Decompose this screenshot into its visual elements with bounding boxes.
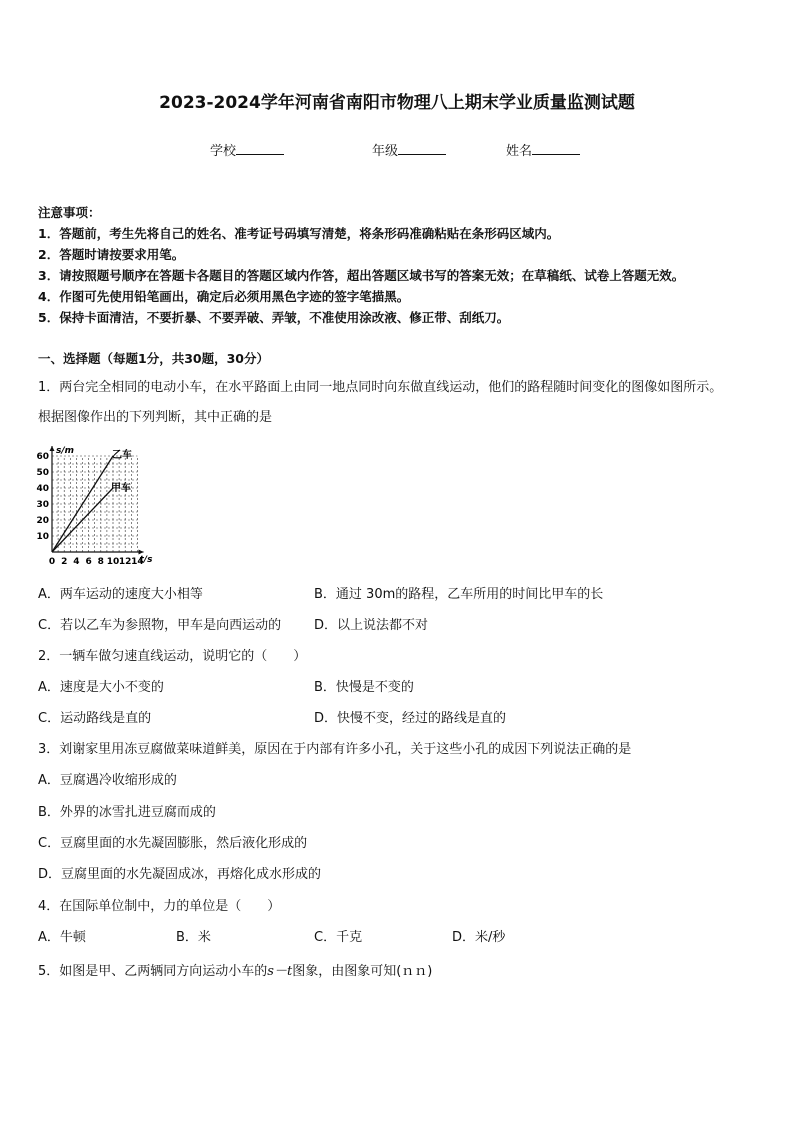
q3-option-d[interactable]: D．豆腐里面的水先凝固成冰，再熔化成水形成的	[38, 867, 322, 882]
y-tick-label: 10	[36, 532, 49, 542]
q1-option-d[interactable]: D．以上说法都不对	[314, 618, 429, 633]
q4-option-b[interactable]: B．米	[176, 930, 211, 945]
series-label: 甲车	[111, 483, 131, 494]
q5-stem-math: s－t	[267, 964, 293, 979]
grade-field	[372, 140, 446, 159]
x-tick-label: 0	[48, 557, 56, 567]
note-item: 4．作图可先使用铅笔画出，确定后必须用黑色字迹的签字笔描黑。	[38, 289, 410, 304]
q1-option-b[interactable]: B．通过 30m的路程，乙车所用的时间比甲车的长	[314, 587, 604, 602]
grade-label: 年级	[372, 144, 399, 159]
q2-option-a[interactable]: A．速度是大小不变的	[38, 680, 164, 695]
chart-plot-area	[36, 446, 153, 567]
q3-option-b[interactable]: B．外界的冰雪扎进豆腐而成的	[38, 805, 216, 820]
q4-option-a[interactable]: A．牛顿	[38, 930, 86, 945]
page-title: 2023-2024学年河南省南阳市物理八上期末学业质量监测试题	[159, 93, 635, 113]
q5-stem	[38, 960, 432, 979]
y-tick-label: 60	[36, 452, 49, 462]
note-item: 5．保持卡面清洁，不要折暴、不要弄破、弄皱，不准使用涂改液、修正带、刮纸刀。	[38, 310, 510, 325]
q2-stem: 2．一辆车做匀速直线运动，说明它的（ ）	[38, 649, 307, 664]
q5-stem-post: 图象，由图象可知(ｎｎ)	[292, 964, 433, 979]
q3-option-c[interactable]: C．豆腐里面的水先凝固膨胀，然后液化形成的	[38, 836, 308, 851]
q1-stem-line1: 1．两台完全相同的电动小车，在水平路面上由同一地点同时向东做直线运动，他们的路程随时间变化的图像如图所示。	[38, 380, 723, 395]
school-field	[210, 140, 284, 159]
y-tick-label: 30	[36, 500, 49, 510]
q1-st-graph	[36, 434, 170, 570]
note-item: 1．答题前，考生先将自己的姓名、准考证号码填写清楚，将条形码准确粘贴在条形码区域内。	[38, 226, 560, 241]
name-blank[interactable]	[532, 142, 580, 155]
series-label: 乙车	[112, 450, 132, 461]
note-item: 3．请按照题号顺序在答题卡各题目的答题区域内作答，超出答题区域书写的答案无效；在草稿纸、试卷上答题无效。	[38, 268, 685, 283]
q3-stem: 3．刘谢家里用冻豆腐做菜味道鲜美，原因在于内部有许多小孔，关于这些小孔的成因下列说法正确的是	[38, 742, 632, 757]
q5-stem-pre: 5．如图是甲、乙两辆同方向运动小车的	[38, 964, 268, 979]
name-field	[506, 140, 580, 159]
school-blank[interactable]	[236, 142, 284, 155]
x-tick-label: 14	[131, 557, 144, 567]
x-tick-label: 12	[118, 557, 132, 567]
note-item: 2．答题时请按要求用笔。	[38, 247, 185, 262]
q2-option-b[interactable]: B．快慢是不变的	[314, 680, 414, 695]
q4-stem: 4．在国际单位制中，力的单位是（ ）	[38, 899, 281, 914]
section-title: 一、选择题（每题1分，共30题，30分）	[38, 351, 269, 366]
y-tick-label: 50	[36, 468, 49, 478]
notes-heading: 注意事项：	[38, 205, 101, 220]
x-axis-arrow	[139, 550, 144, 555]
y-tick-label: 20	[36, 516, 49, 526]
y-axis-arrow	[50, 446, 55, 451]
x-tick-label: 6	[85, 557, 92, 567]
x-tick-label: 10	[106, 557, 120, 567]
y-tick-label: 40	[36, 484, 49, 494]
x-tick-label: 8	[97, 557, 104, 567]
y-axis-label: s/m	[56, 446, 75, 456]
q3-option-a[interactable]: A．豆腐遇冷收缩形成的	[38, 773, 177, 788]
q1-option-a[interactable]: A．两车运动的速度大小相等	[38, 587, 203, 602]
x-tick-label: 2	[61, 557, 68, 567]
school-label: 学校	[210, 144, 237, 159]
q4-option-c[interactable]: C．千克	[314, 930, 363, 945]
q1-option-c[interactable]: C．若以乙车为参照物，甲车是向西运动的	[38, 618, 282, 633]
q4-option-d[interactable]: D．米/秒	[452, 930, 506, 945]
name-label: 姓名	[506, 144, 533, 159]
q2-option-c[interactable]: C．运动路线是直的	[38, 711, 152, 726]
x-tick-label: 4	[73, 557, 80, 567]
q2-option-d[interactable]: D．快慢不变，经过的路线是直的	[314, 711, 507, 726]
grade-blank[interactable]	[398, 142, 446, 155]
x-axis-label: t/s	[139, 555, 153, 565]
q1-stem-line2: 根据图像作出的下列判断，其中正确的是	[38, 410, 273, 425]
